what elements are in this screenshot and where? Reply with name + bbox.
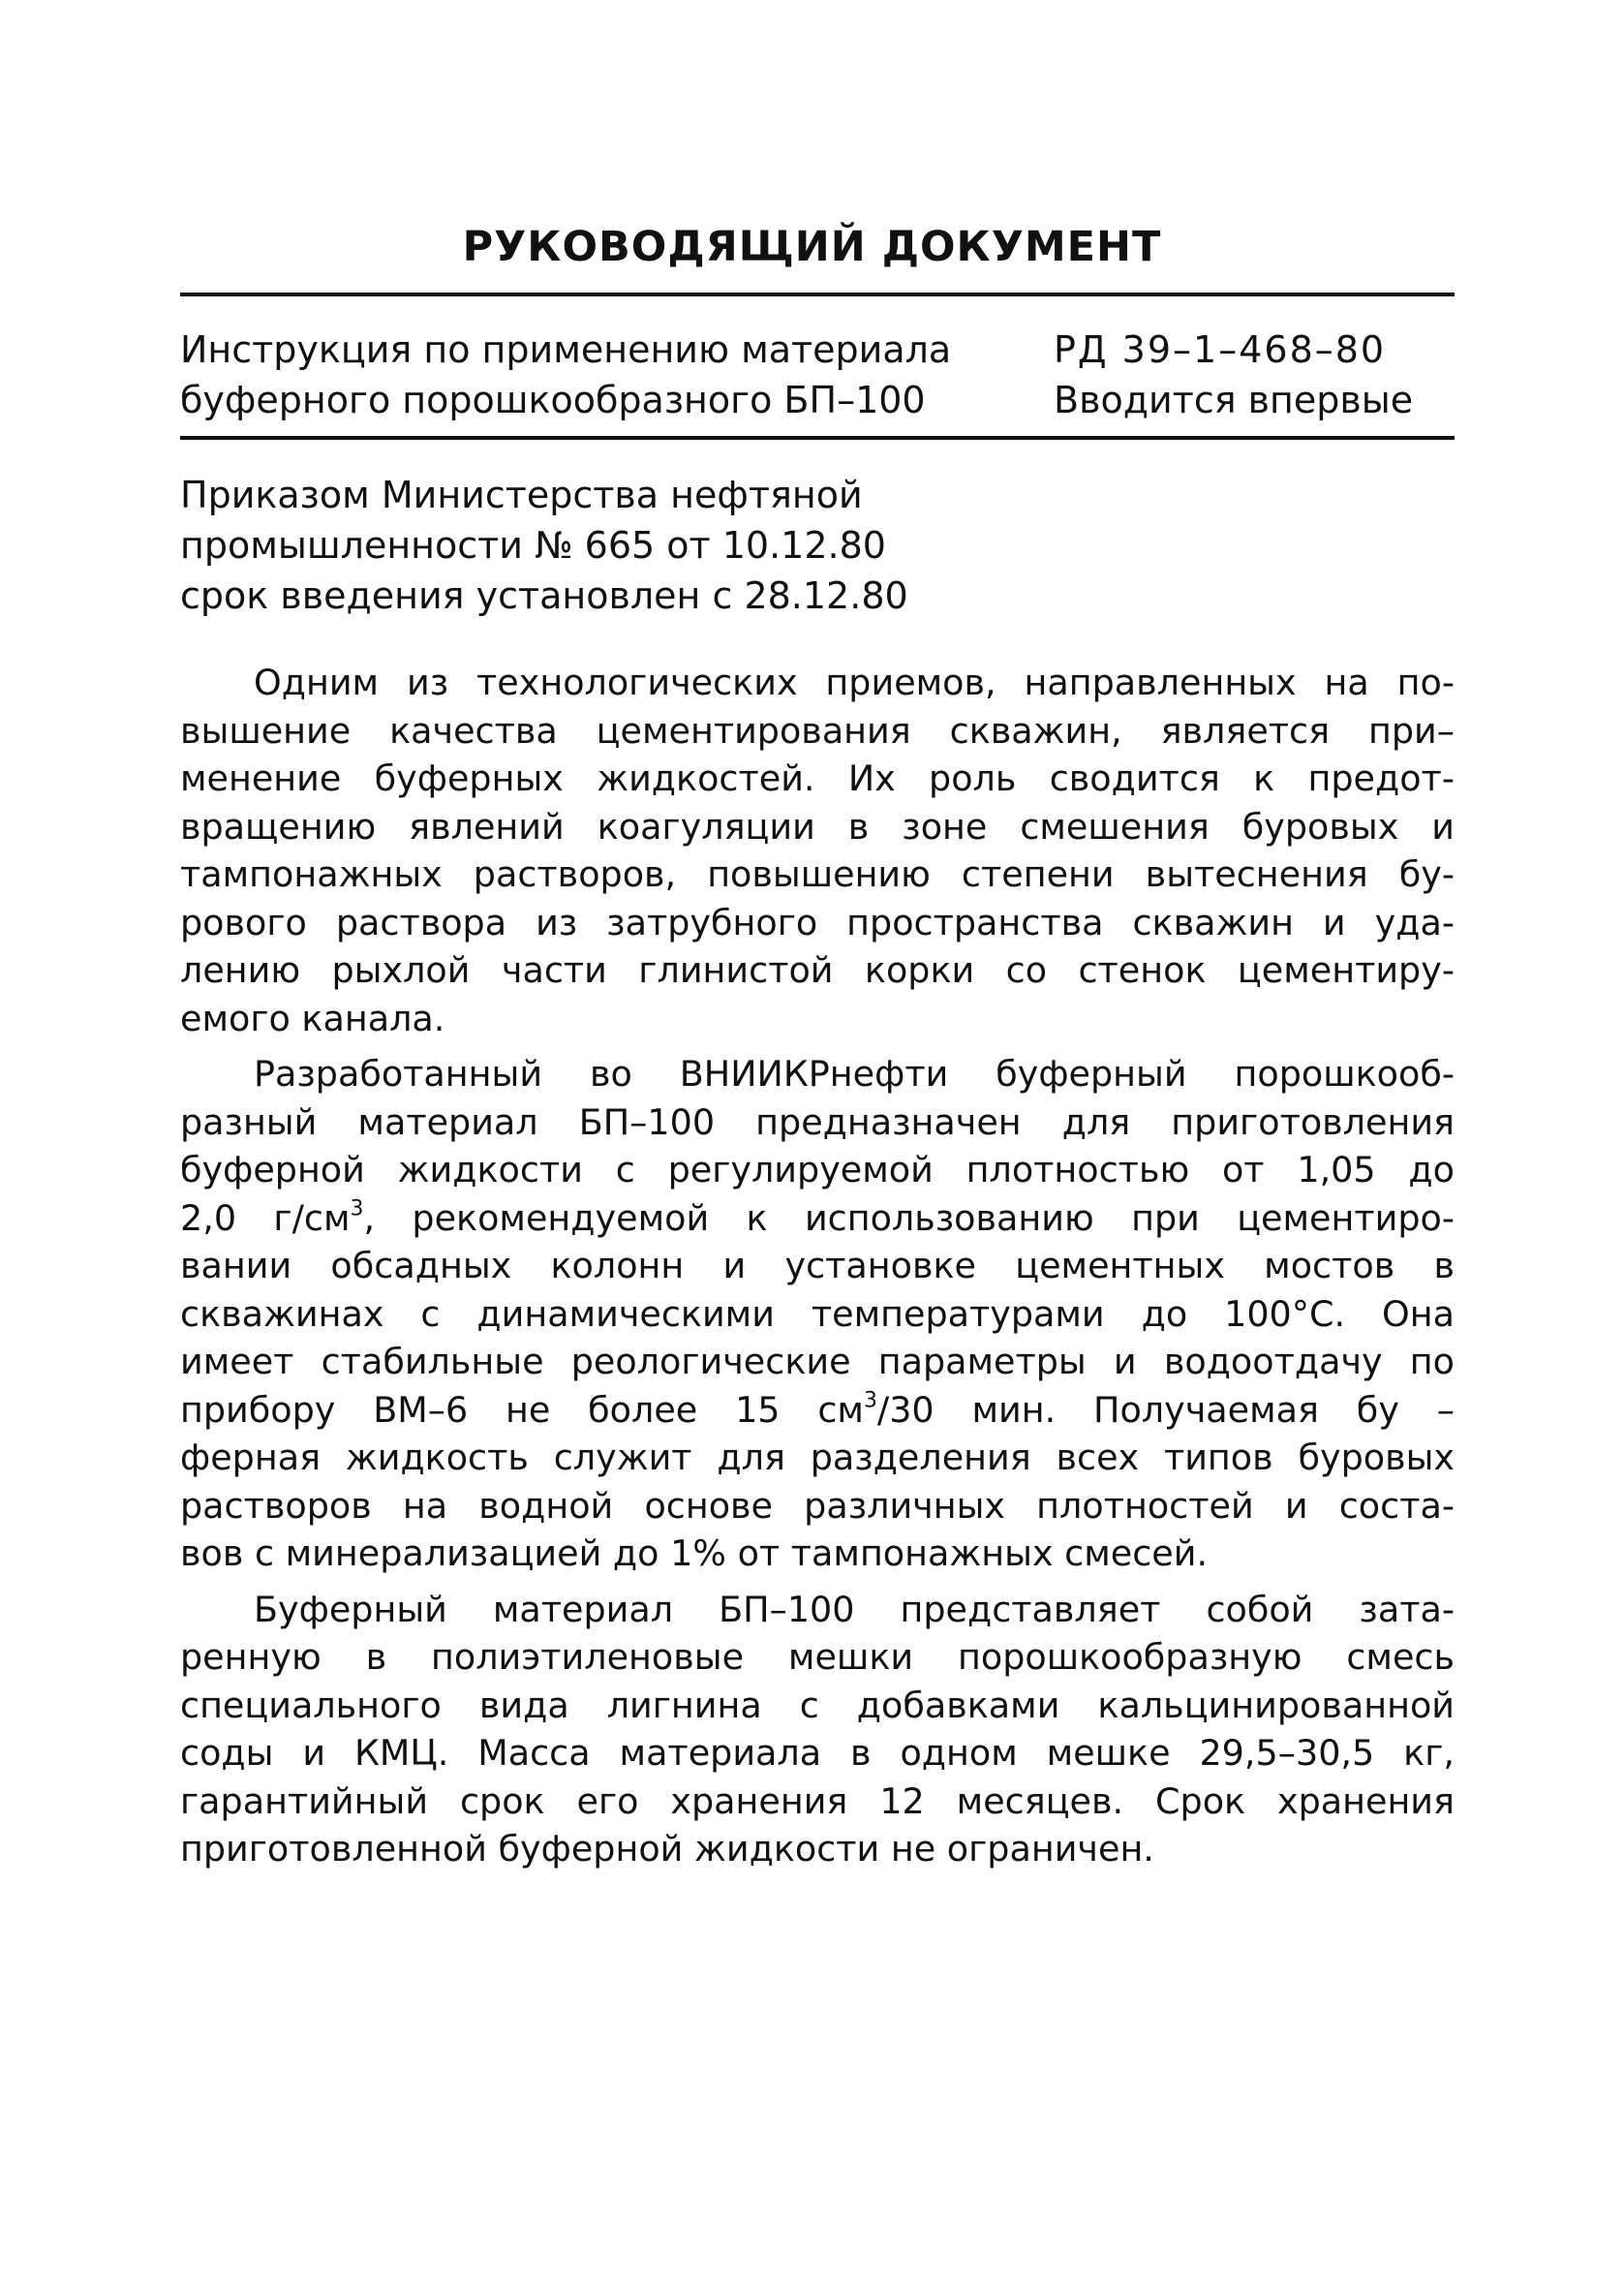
paragraph-line: Разработанный во ВНИИКРнефти буферный порошкооб- [254,1053,1455,1095]
paragraph-line: ферная жидкость служит для разделения всех типов буровых [180,1437,1455,1478]
order-line: промышленности № 665 от 10.12.80 [180,524,886,567]
order-line: срок введения установлен с 28.12.80 [180,574,908,617]
paragraph-line: лению рыхлой части глинистой корки со стенок цементиру- [180,949,1455,991]
header-top-rule [180,293,1455,296]
body-text [180,659,1455,1881]
header-bottom-rule [180,436,1455,440]
paragraph-line: 2,0 $г/см^3$, рекомендуемой к использованию при цементиро- [180,1196,1455,1239]
paragraph-line: вании обсадных колонн и установке цементных мостов в [180,1245,1455,1286]
paragraph-line: имеет стабильные реологические параметры и водоотдачу по [180,1341,1455,1382]
document-name-line: Инструкция по применению материала [180,328,952,371]
paragraph-line: соды и КМЦ. Масса материала в одном мешке 29,5–30,5 кг, [180,1732,1455,1774]
page-title: РУКОВОДЯЩИЙ ДОКУМЕНТ [462,223,1162,271]
paragraph-line: Одним из технологических приемов, направленных на по- [254,662,1455,703]
paragraph-line: растворов на водной основе различных плотностей и соста- [180,1484,1455,1527]
document-code: РД 39–1–468–80 [1054,328,1387,371]
paragraph-line: Буферный материал БП–100 представляет собой зата- [254,1588,1455,1630]
paragraph-line: рового раствора из затрубного пространства скважин и уда- [180,901,1455,943]
paragraph-line: тампонажных растворов, повышению степени вытеснения бу- [180,853,1455,895]
document-name [180,325,951,425]
document-name-line: буферного порошкообразного БП–100 [180,379,926,421]
document-meta [1054,325,1413,425]
paragraph-line: буферной жидкости с регулируемой плотностью от 1,05 до [180,1149,1455,1190]
paragraph-line: вов с минерализацией до 1% от тампонажных смесей. [180,1532,1209,1574]
paragraph-line: вращению явлений коагуляции в зоне смешения буровых и [180,805,1455,848]
paragraph-line: емого канала. [180,997,445,1039]
order-block [180,470,908,621]
paragraph-line: менение буферных жидкостей. Их роль сводится к предот- [180,758,1455,799]
paragraph-line: скважинах с динамическими температурами до 100°С. Она [180,1292,1455,1335]
paragraph [180,1586,1455,1873]
document-status: Вводится впервые [1054,379,1414,421]
paragraph-line: разный материал БП–100 предназначен для приготовления [180,1100,1455,1143]
paragraph [180,1050,1455,1578]
paragraph-line: специального вида лигнина с добавками кальцинированной [180,1684,1455,1726]
paragraph-line: гарантийный срок его хранения 12 месяцев. Срок хранения [180,1779,1455,1822]
paragraph [180,659,1455,1042]
paragraph-line: ренную в полиэтиленовые мешки порошкообразную смесь [180,1636,1455,1678]
paragraph-line: приготовленной буферной жидкости не ограничен. [180,1828,1154,1870]
paragraph-line: вышение качества цементирования скважин, является при– [180,709,1455,752]
paragraph-line: прибору ВМ–6 не более 15 $см^3/30$ мин. Получаемая бу – [180,1388,1455,1431]
order-line: Приказом Министерства нефтяной [180,474,863,516]
